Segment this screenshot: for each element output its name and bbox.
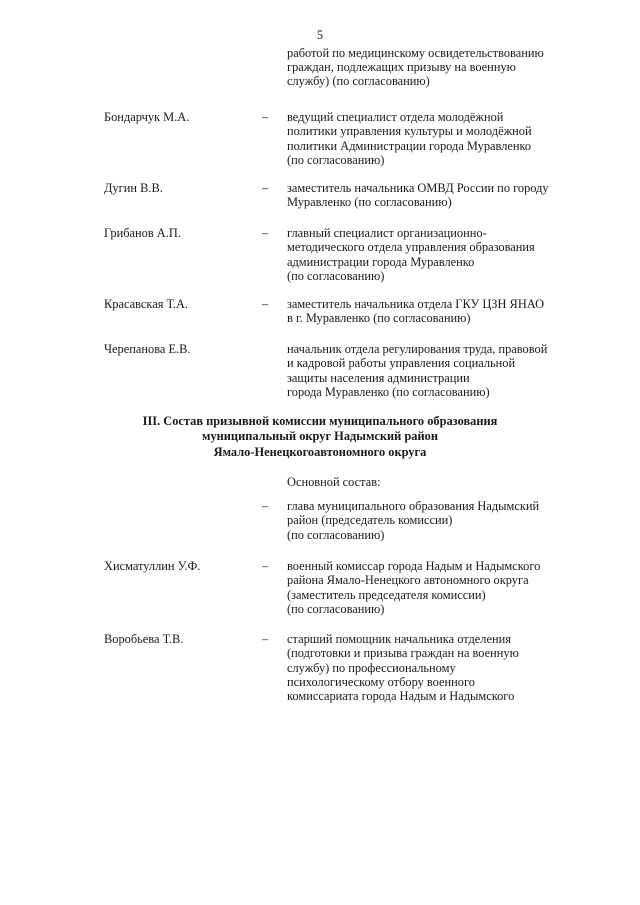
member-dash: – [262, 181, 269, 195]
member-dash: – [262, 297, 269, 311]
description-line: ведущий специалист отдела молодёжной [287, 110, 504, 124]
member-description [287, 559, 627, 616]
description-line: политики Администрации города Муравленко [287, 138, 532, 153]
member-dash: – [262, 226, 269, 240]
description-line: защиты населения администрации [287, 370, 470, 385]
description-line: города Муравленко (по согласованию) [287, 384, 490, 399]
member-description [287, 342, 627, 399]
description-line: (подготовки и призыва граждан на военную [287, 646, 519, 661]
description-line: Муравленко (по согласованию) [287, 195, 452, 210]
section-heading-line: муниципальный округ Надымский район [202, 429, 438, 444]
member-description [287, 110, 627, 167]
description-line: администрации города Муравленко [287, 254, 475, 269]
description-line: главный специалист организационно- [287, 226, 487, 240]
description-line: заместитель начальника отдела ГКУ ЦЗН ЯНАО [287, 297, 545, 311]
description-line: в г. Муравленко (по согласованию) [287, 311, 471, 326]
main-composition-label: Основной состав: [287, 475, 381, 489]
member-name: Воробьева Т.В. [104, 632, 184, 646]
member-description [287, 226, 627, 283]
description-line: психологическому отбору военного [287, 674, 475, 689]
description-line: заместитель начальника ОМВД России по городу [287, 181, 549, 195]
member-name: Хисматуллин У.Ф. [104, 559, 201, 573]
description-line: политики управления культуры и молодёжной [287, 124, 532, 139]
member-description [287, 499, 627, 542]
description-line: (заместитель председателя комиссии) [287, 587, 486, 602]
description-line: старший помощник начальника отделения [287, 632, 511, 646]
member-name: Красавская Т.А. [104, 297, 188, 311]
description-line: военный комиссар города Надым и Надымского [287, 559, 541, 573]
description-line: район (председатель комиссии) [287, 513, 453, 528]
description-line: (по согласованию) [287, 268, 385, 283]
continued-line: работой по медицинскому освидетельствованию [287, 46, 544, 60]
member-description [287, 297, 627, 326]
description-line: района Ямало-Ненецкого автономного округа [287, 573, 529, 588]
continued-line: граждан, подлежащих призыву на военную [287, 60, 516, 74]
continued-line: службу) (по согласованию) [287, 74, 430, 88]
member-description [287, 181, 627, 210]
description-line: (по согласованию) [287, 527, 385, 542]
description-line: (по согласованию) [287, 601, 385, 616]
description-line: глава муниципального образования Надымский [287, 499, 540, 513]
description-line: методического отдела управления образования [287, 240, 535, 255]
member-dash: – [262, 499, 269, 513]
member-name: Грибанов А.П. [104, 226, 181, 240]
member-name: Дугин В.В. [104, 181, 163, 195]
member-dash: – [262, 632, 269, 646]
description-line: и кадровой работы управления социальной [287, 356, 516, 371]
description-line: начальник отдела регулирования труда, правовой [287, 342, 548, 356]
member-dash: – [262, 559, 269, 573]
description-line: (по согласованию) [287, 152, 385, 167]
member-description [287, 632, 627, 703]
member-dash: – [262, 110, 269, 124]
member-name: Черепанова Е.В. [104, 342, 191, 356]
section-heading-line: III. Состав призывной комиссии муниципального образования [142, 414, 498, 428]
page-number: 5 [316, 28, 324, 42]
description-line: комиссариата города Надым и Надымского [287, 689, 515, 704]
member-name: Бондарчук М.А. [104, 110, 190, 124]
section-heading-line: Ямало-Ненецкогоавтономного округа [213, 444, 427, 459]
description-line: службу) по профессиональному [287, 660, 456, 675]
section-heading [0, 414, 640, 460]
